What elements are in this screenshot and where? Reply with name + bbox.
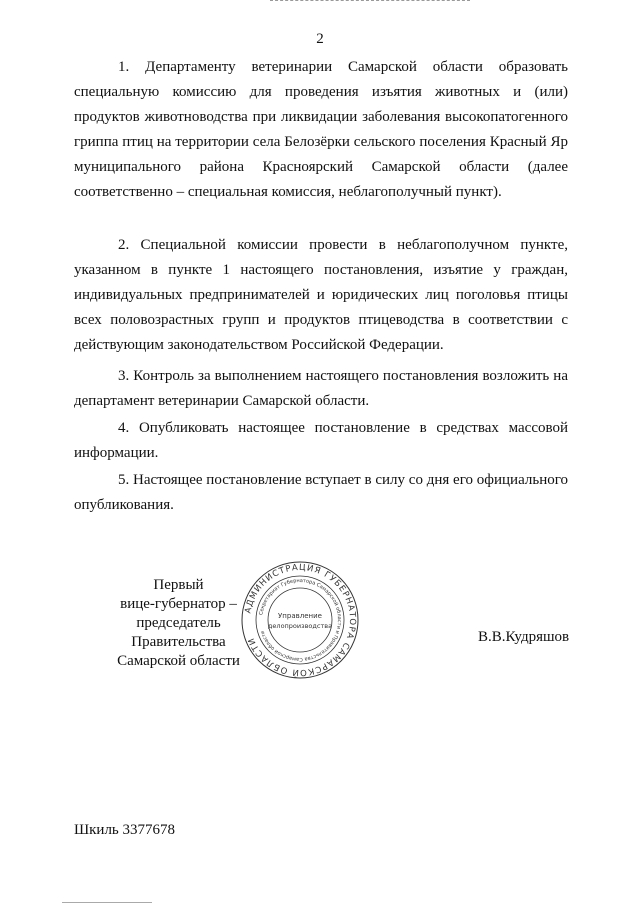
signer-title-line: Самарской области bbox=[117, 653, 240, 669]
signer-title-line: Первый bbox=[153, 577, 204, 593]
stamp-outer-text: АДМИНИСТРАЦИЯ ГУБЕРНАТОРА САМАРСКОЙ ОБЛАСТИ bbox=[243, 562, 358, 678]
stamp-inner-text: Секретариат Губернатора Самарской области и Правительства Самарской области bbox=[258, 577, 343, 663]
stamp-center-line2: делопроизводства bbox=[267, 622, 333, 630]
signer-title bbox=[96, 576, 261, 671]
paragraph-5: 5. Настоящее постановление вступает в силу со дня его официального опубликования. bbox=[74, 472, 568, 513]
paragraph-4: 4. Опубликовать настоящее постановление в средствах массовой информации. bbox=[74, 420, 568, 461]
scan-edge-mark bbox=[270, 0, 470, 3]
paragraph-2: 2. Специальной комиссии провести в неблагополучном пункте, указанном в пункте 1 настоящего постановления, изъятие у граждан, индивидуальных предпринимателей и юридических лиц поголовья птицы всех половозрастных групп и продуктов птицеводства в соответствии с действующим законодательством Российской Федерации. bbox=[74, 237, 568, 353]
scan-edge-mark bbox=[62, 902, 152, 903]
signer-title-line: вице-губернатор – bbox=[120, 596, 237, 612]
stamp-center-line1: Управление bbox=[278, 612, 322, 620]
page-number: 2 bbox=[316, 31, 324, 47]
official-seal-stamp bbox=[240, 560, 360, 680]
signer-title-line: председатель Правительства bbox=[131, 615, 226, 650]
executor-contact: Шкиль 3377678 bbox=[74, 822, 176, 838]
paragraph-1: 1. Департаменту ветеринарии Самарской области образовать специальную комиссию для проведения изъятия животных и (или) продуктов животноводства при ликвидации заболевания высокопатогенного гриппа птиц на территории села Белозёрки сельского поселения Красный Яр муниципального района Красноярский Самарской области (далее соответственно – специальная комиссия, неблагополучный пункт). bbox=[74, 59, 568, 200]
paragraph-3: 3. Контроль за выполнением настоящего постановления возложить на департамент ветеринарии Самарской области. bbox=[74, 368, 568, 409]
signer-name: В.В.Кудряшов bbox=[478, 629, 570, 645]
